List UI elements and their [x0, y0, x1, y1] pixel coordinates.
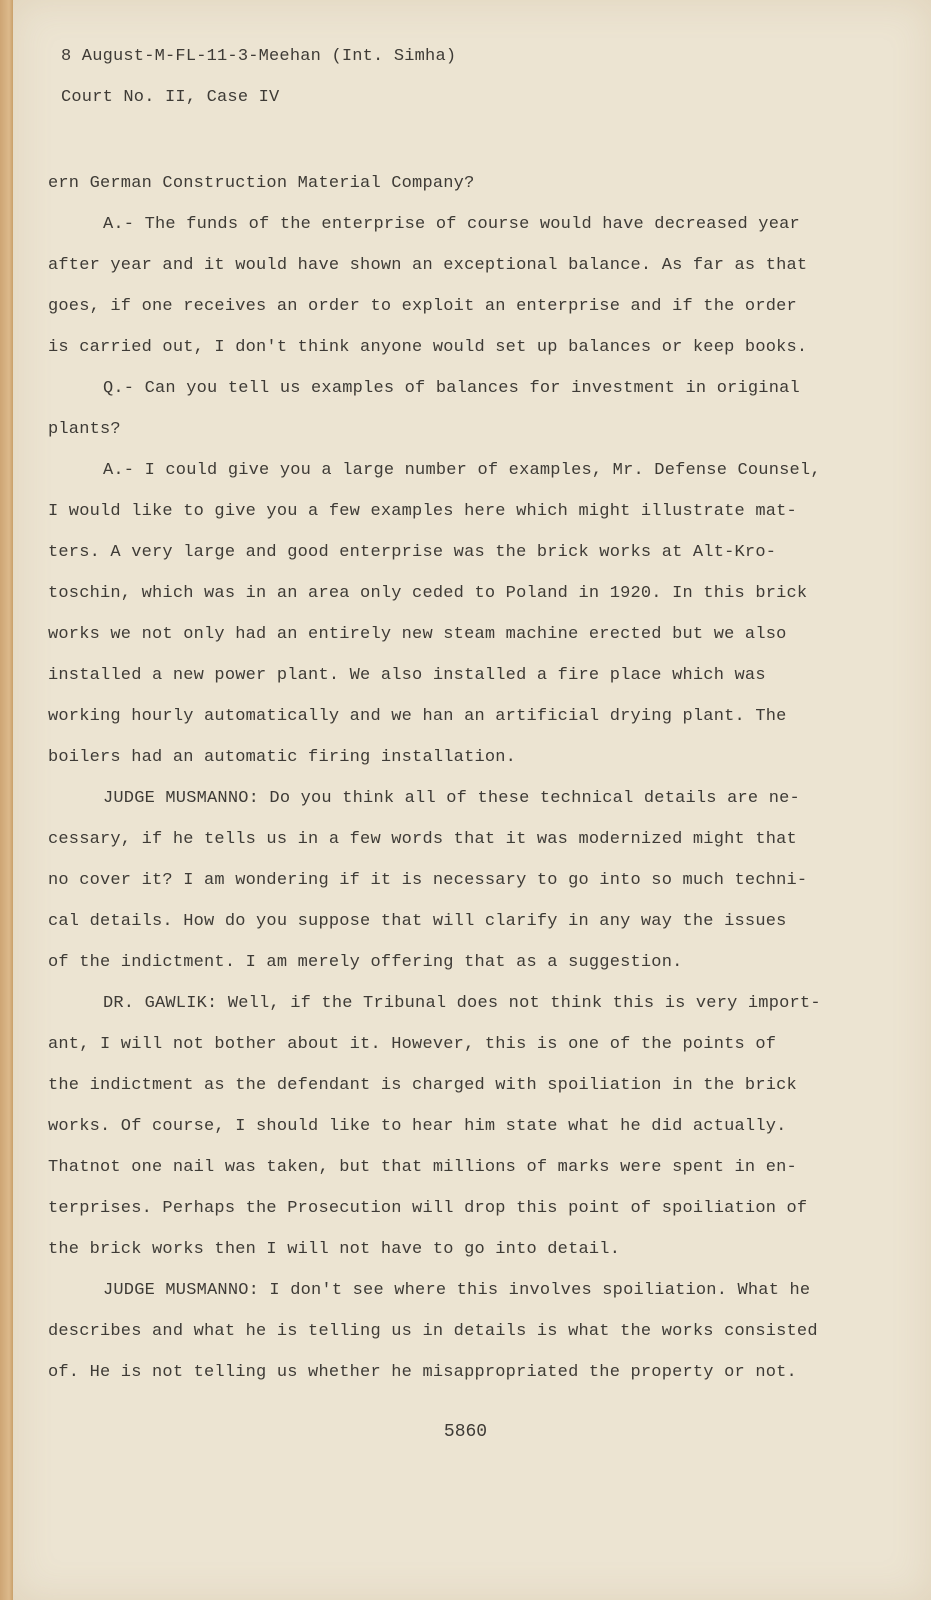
text-line: of. He is not telling us whether he misappropriated the property or not. — [48, 1363, 797, 1382]
header-line-2: Court No. II, Case IV — [61, 88, 280, 107]
text-line: ern German Construction Material Company? — [48, 174, 475, 193]
text-line: cessary, if he tells us in a few words that it was modernized might that — [48, 830, 797, 849]
text-line: goes, if one receives an order to exploit an enterprise and if the order — [48, 297, 797, 316]
text-line: terprises. Perhaps the Prosecution will drop this point of spoiliation of — [48, 1199, 808, 1218]
text-line: boilers had an automatic firing installation. — [48, 748, 517, 767]
text-line: DR. GAWLIK: Well, if the Tribunal does not think this is very import- — [103, 994, 821, 1013]
text-line: no cover it? I am wondering if it is necessary to go into so much techni- — [48, 871, 808, 890]
text-line: the brick works then I will not have to go into detail. — [48, 1240, 621, 1259]
text-line: JUDGE MUSMANNO: Do you think all of these technical details are ne- — [103, 789, 800, 808]
paragraph-judge-musmanno-1 — [48, 778, 828, 983]
text-line: cal details. How do you suppose that will clarify in any way the issues — [48, 912, 787, 931]
paragraph-dr-gawlik — [48, 983, 828, 1270]
text-line: the indictment as the defendant is charged with spoiliation in the brick — [48, 1076, 797, 1095]
text-line: I would like to give you a few examples here which might illustrate mat- — [48, 502, 797, 521]
paragraph-answer-brick-works — [48, 450, 828, 778]
text-line: works. Of course, I should like to hear him state what he did actually. — [48, 1117, 787, 1136]
text-line: Q.- Can you tell us examples of balances for investment in original — [103, 379, 800, 398]
header-line-1: 8 August-M-FL-11-3-Meehan (Int. Simha) — [61, 47, 457, 66]
paragraph-question-balances — [48, 368, 828, 450]
page-number: 5860 — [443, 1422, 488, 1442]
text-line: is carried out, I don't think anyone would set up balances or keep books. — [48, 338, 808, 357]
paragraph-continuation — [48, 163, 828, 204]
text-line: installed a new power plant. We also installed a fire place which was — [48, 666, 766, 685]
text-line: after year and it would have shown an exceptional balance. As far as that — [48, 256, 808, 275]
text-line: A.- The funds of the enterprise of course would have decreased year — [103, 215, 800, 234]
text-line: Thatnot one nail was taken, but that millions of marks were spent in en- — [48, 1158, 797, 1177]
text-line: working hourly automatically and we han an artificial drying plant. The — [48, 707, 787, 726]
text-line: describes and what he is telling us in details is what the works consisted — [48, 1322, 818, 1341]
paragraph-answer-funds — [48, 204, 828, 368]
text-line: toschin, which was in an area only ceded to Poland in 1920. In this brick — [48, 584, 808, 603]
paper-edge — [0, 0, 13, 1600]
text-line: works we not only had an entirely new steam machine erected but we also — [48, 625, 787, 644]
text-line: A.- I could give you a large number of examples, Mr. Defense Counsel, — [103, 461, 821, 480]
text-line: plants? — [48, 420, 121, 439]
text-line: ters. A very large and good enterprise was the brick works at Alt-Kro- — [48, 543, 777, 562]
text-line: JUDGE MUSMANNO: I don't see where this involves spoiliation. What he — [103, 1281, 811, 1300]
text-line: ant, I will not bother about it. However, this is one of the points of — [48, 1035, 777, 1054]
paragraph-judge-musmanno-2 — [48, 1270, 828, 1393]
text-line: of the indictment. I am merely offering that as a suggestion. — [48, 953, 683, 972]
